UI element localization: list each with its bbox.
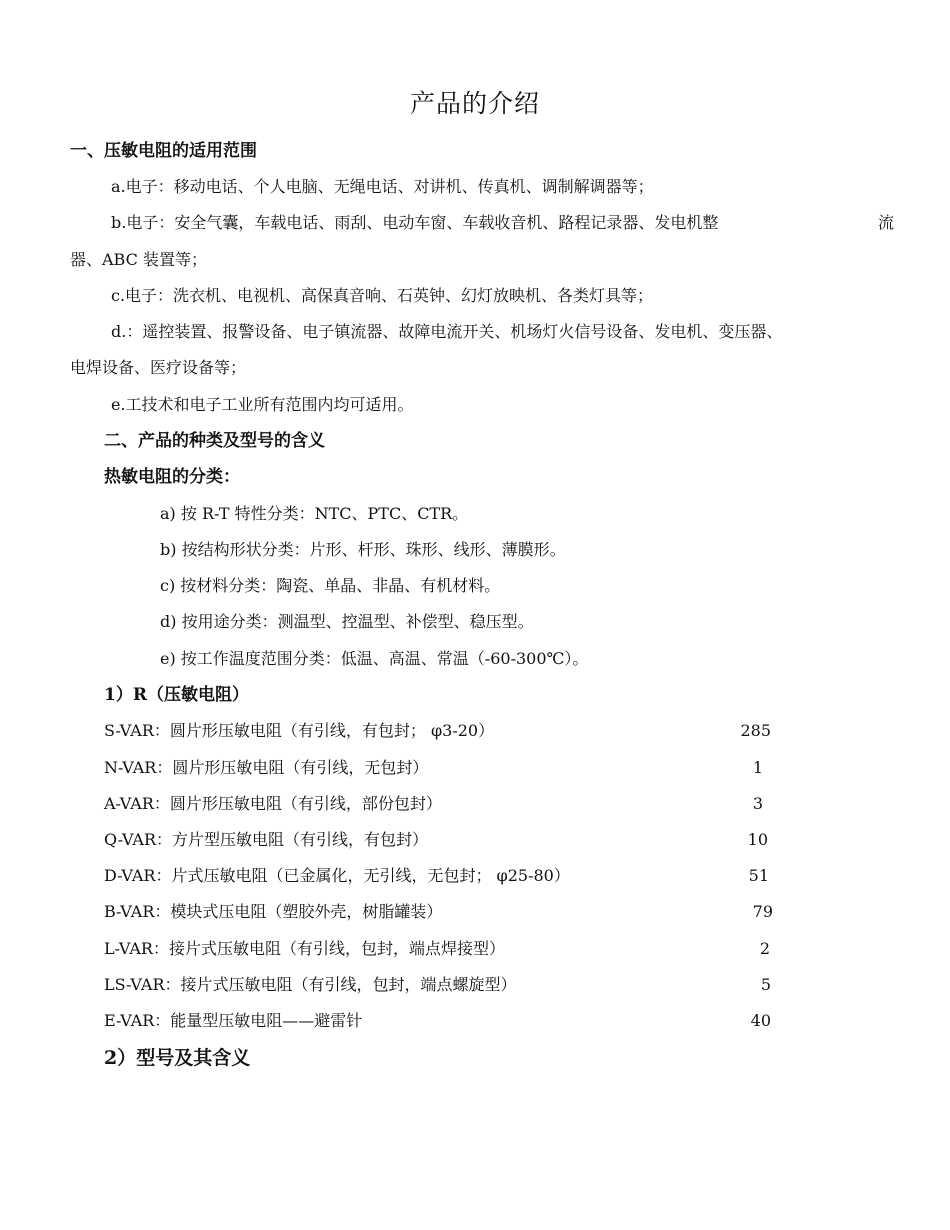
- var-row-value: 2: [759, 939, 770, 958]
- var-row-value: 5: [760, 975, 771, 994]
- var-row-value: 285: [740, 721, 771, 740]
- var-row-desc: LS-VAR：接片式压敏电阻（有引线，包封，端点螺旋型）: [104, 975, 517, 994]
- var-row-desc: E-VAR：能量型压敏电阻——避雷针: [104, 1011, 363, 1030]
- var-row-desc: S-VAR：圆片形压敏电阻（有引线，有包封； φ3-20）: [104, 721, 495, 740]
- usage-item-e: e.工技术和电子工业所有范围内均可适用。: [111, 395, 414, 414]
- section1-heading: 一、压敏电阻的适用范围: [70, 141, 257, 161]
- usage-item-b-tail: 流: [877, 213, 894, 232]
- class-item-d: d) 按用途分类：测温型、控温型、补偿型、稳压型。: [160, 612, 534, 631]
- var-row-desc: A-VAR：圆片形压敏电阻（有引线，部份包封）: [104, 794, 442, 813]
- var-row-value: 40: [750, 1011, 771, 1030]
- classification-heading: 热敏电阻的分类：: [104, 467, 240, 487]
- class-item-e: e) 按工作温度范围分类：低温、高温、常温（-60-300℃）。: [160, 649, 589, 668]
- usage-item-d-cont: 电焊设备、医疗设备等；: [70, 358, 247, 377]
- var-row-value: 51: [748, 866, 769, 885]
- page-title: 产品的介绍: [409, 89, 540, 118]
- var-row-value: 79: [752, 902, 773, 921]
- var-row-value: 10: [747, 830, 768, 849]
- class-item-c: c) 按材料分类：陶瓷、单晶、非晶、有机材料。: [160, 576, 501, 595]
- var-row-value: 1: [752, 758, 763, 777]
- class-item-a: a) 按 R-T 特性分类：NTC、PTC、CTR。: [160, 504, 469, 523]
- usage-item-a: a.电子：移动电话、个人电脑、无绳电话、对讲机、传真机、调制解调器等；: [111, 177, 654, 196]
- var-row-value: 3: [752, 794, 763, 813]
- var-row-desc: Q-VAR：方片型压敏电阻（有引线，有包封）: [104, 830, 429, 849]
- r-section-heading: 1）R（压敏电阻）: [104, 685, 249, 705]
- var-row-desc: L-VAR：接片式压敏电阻（有引线，包封，端点焊接型）: [104, 939, 505, 958]
- section2-heading: 二、产品的种类及型号的含义: [104, 431, 325, 451]
- var-row-desc: B-VAR：模块式压电阻（塑胶外壳，树脂罐装）: [104, 902, 443, 921]
- usage-item-b-cont: 器、ABC 装置等；: [70, 250, 207, 269]
- class-item-b: b) 按结构形状分类：片形、杆形、珠形、线形、薄膜形。: [160, 540, 566, 559]
- usage-item-c: c.电子：洗衣机、电视机、高保真音响、石英钟、幻灯放映机、各类灯具等；: [111, 286, 654, 305]
- var-row-desc: D-VAR：片式压敏电阻（已金属化，无引线，无包封； φ25-80）: [104, 866, 570, 885]
- usage-item-d: d.：遥控装置、报警设备、电子镇流器、故障电流开关、机场灯火信号设备、发电机、变压器、: [111, 322, 783, 341]
- usage-item-b: b.电子：安全气囊，车载电话、雨刮、电动车窗、车载收音机、路程记录器、发电机整: [111, 213, 719, 232]
- model-heading: 2）型号及其含义: [104, 1047, 251, 1069]
- var-row-desc: N-VAR：圆片形压敏电阻（有引线，无包封）: [104, 758, 429, 777]
